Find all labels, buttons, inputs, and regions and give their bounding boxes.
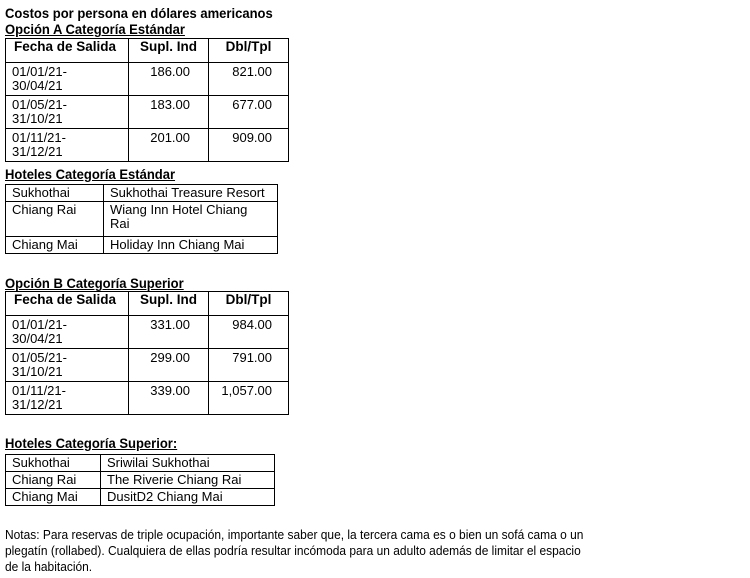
table-header-row <box>6 292 289 316</box>
table-row <box>6 349 289 382</box>
dbl-tpl-cell: 909.00 <box>209 129 289 162</box>
hotel-cell: DusitD2 Chiang Mai <box>101 489 275 506</box>
departure-date-cell: 01/11/21- 31/12/21 <box>6 129 129 162</box>
table-row <box>6 472 275 489</box>
column-header-date: Fecha de Salida <box>6 292 129 316</box>
city-cell: Sukhothai <box>6 185 104 202</box>
hotel-cell: Sukhothai Treasure Resort <box>104 185 278 202</box>
table-row <box>6 63 289 96</box>
column-header-date: Fecha de Salida <box>6 39 129 63</box>
city-cell: Sukhothai <box>6 455 101 472</box>
hotel-cell: Sriwilai Sukhothai <box>101 455 275 472</box>
city-cell: Chiang Rai <box>6 202 104 237</box>
departure-date-cell: 01/01/21- 30/04/21 <box>6 63 129 96</box>
hotel-cell: Wiang Inn Hotel Chiang Rai <box>104 202 278 237</box>
city-cell: Chiang Rai <box>6 472 101 489</box>
supl-ind-cell: 339.00 <box>129 382 209 415</box>
option-a-heading: Opción A Categoría Estándar <box>5 21 185 37</box>
hotels-standard-heading: Hoteles Categoría Estándar <box>5 166 176 182</box>
notes-text: Notas: Para reservas de triple ocupación, importante saber que, la tercera cama es o bien un sofá cama o un plegatín (rollabed). Cualquiera de ellas podría resultar incómoda para un adulto además de limitar el espacio de la habitación. <box>5 527 584 574</box>
supl-ind-cell: 331.00 <box>129 316 209 349</box>
table-header-row <box>6 39 289 63</box>
dbl-tpl-cell: 821.00 <box>209 63 289 96</box>
hotels-standard-table <box>5 184 278 254</box>
table-row <box>6 202 278 237</box>
notes-paragraph <box>5 527 645 575</box>
city-cell: Chiang Mai <box>6 489 101 506</box>
table-row <box>6 455 275 472</box>
option-a-price-table <box>5 38 289 162</box>
dbl-tpl-cell: 984.00 <box>209 316 289 349</box>
column-header-supl: Supl. Ind <box>129 39 209 63</box>
hotels-superior-heading: Hoteles Categoría Superior: <box>5 435 178 451</box>
hotel-cell: The Riverie Chiang Rai <box>101 472 275 489</box>
dbl-tpl-cell: 1,057.00 <box>209 382 289 415</box>
option-b-price-table <box>5 291 289 415</box>
table-row <box>6 489 275 506</box>
departure-date-cell: 01/05/21- 31/10/21 <box>6 349 129 382</box>
hotels-superior-table <box>5 454 275 506</box>
supl-ind-cell: 201.00 <box>129 129 209 162</box>
table-row <box>6 129 289 162</box>
supl-ind-cell: 299.00 <box>129 349 209 382</box>
column-header-supl: Supl. Ind <box>129 292 209 316</box>
dbl-tpl-cell: 791.00 <box>209 349 289 382</box>
column-header-dbl: Dbl/Tpl <box>209 292 289 316</box>
hotel-cell: Holiday Inn Chiang Mai <box>104 237 278 254</box>
option-b-heading: Opción B Categoría Superior <box>5 275 184 291</box>
supl-ind-cell: 186.00 <box>129 63 209 96</box>
table-row <box>6 185 278 202</box>
column-header-dbl: Dbl/Tpl <box>209 39 289 63</box>
supl-ind-cell: 183.00 <box>129 96 209 129</box>
table-row <box>6 316 289 349</box>
departure-date-cell: 01/01/21- 30/04/21 <box>6 316 129 349</box>
table-row <box>6 96 289 129</box>
departure-date-cell: 01/11/21- 31/12/21 <box>6 382 129 415</box>
table-row <box>6 382 289 415</box>
page-title: Costos por persona en dólares americanos <box>5 5 273 21</box>
city-cell: Chiang Mai <box>6 237 104 254</box>
dbl-tpl-cell: 677.00 <box>209 96 289 129</box>
table-row <box>6 237 278 254</box>
departure-date-cell: 01/05/21- 31/10/21 <box>6 96 129 129</box>
